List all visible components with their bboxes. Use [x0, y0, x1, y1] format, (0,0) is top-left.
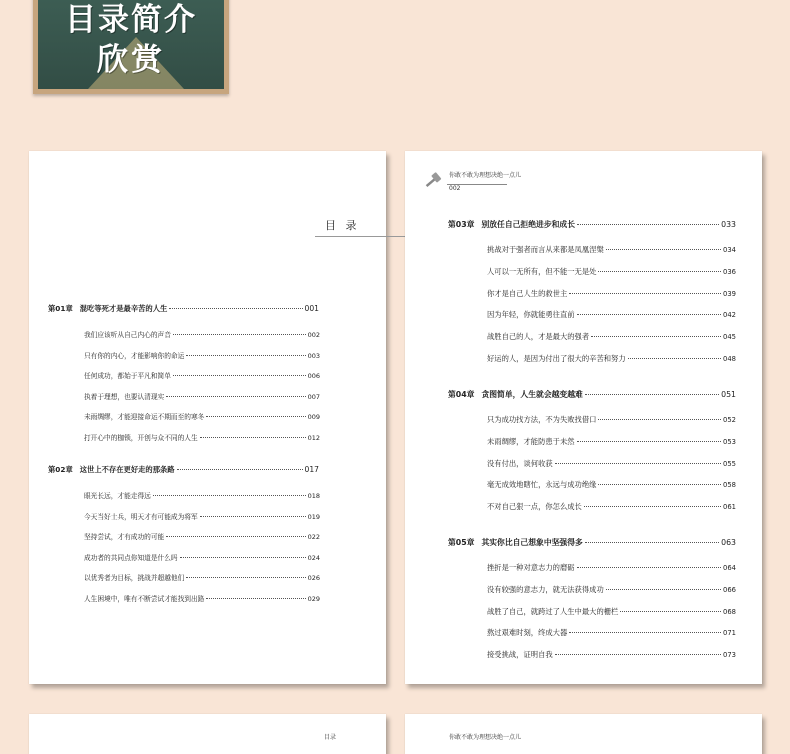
- page-number: 007: [307, 392, 320, 401]
- chapter-title: 这世上不存在更好走的那条路: [79, 465, 175, 474]
- page-number: 017: [304, 465, 319, 474]
- dot-leader: [166, 536, 305, 537]
- dot-leader: [555, 654, 721, 655]
- dot-leader: [173, 375, 306, 376]
- section-title: 毫无成效地瞎忙，永远与成功绝缘: [487, 480, 597, 490]
- page-number: 068: [723, 607, 736, 616]
- chapter-number: 第01章: [48, 304, 73, 313]
- next-left-page: [29, 714, 386, 754]
- section-title: 因为年轻，你就能勇往直前: [487, 310, 575, 320]
- page-number: 045: [723, 333, 736, 342]
- running-header-title: 你敢不敢为理想决绝一点儿: [449, 172, 522, 179]
- section-title: 我们应该听从自己内心的声音: [84, 331, 171, 339]
- dot-leader: [598, 484, 721, 485]
- page-number: 022: [307, 533, 320, 541]
- page-number: 001: [304, 304, 319, 313]
- page-number: 064: [723, 564, 736, 572]
- page-number: 026: [307, 574, 320, 582]
- page-number: 019: [307, 512, 320, 521]
- dot-leader: [577, 224, 719, 225]
- section-title: 挫折是一种对意志力的磨砺: [487, 563, 575, 572]
- page-number: 048: [723, 355, 736, 363]
- chapter-title: 其实你比自己想象中坚强得多: [481, 538, 583, 547]
- toc-left-page: [29, 151, 386, 684]
- dot-leader: [206, 416, 305, 417]
- page-number: 073: [723, 651, 736, 660]
- page-number: 052: [723, 416, 736, 424]
- page-number: 033: [721, 220, 736, 229]
- section-entry: [84, 552, 320, 562]
- dot-leader: [577, 314, 721, 315]
- section-entry: [487, 628, 736, 638]
- dot-leader: [598, 419, 721, 420]
- dot-leader: [166, 396, 305, 397]
- section-title: 没有较强的意志力，就无法获得成功: [487, 584, 604, 594]
- chapter-entry: [48, 465, 319, 475]
- section-entry: [487, 289, 736, 299]
- dot-leader: [206, 598, 305, 599]
- dot-leader: [173, 334, 306, 335]
- chapter-number: 第04章: [448, 390, 475, 399]
- dot-leader: [585, 542, 719, 543]
- section-title: 只有你的内心，才能影响你的命运: [84, 351, 185, 360]
- page-number: 051: [721, 390, 736, 399]
- dot-leader: [569, 293, 721, 294]
- page-number: 029: [307, 594, 320, 603]
- section-title: 执着于理想，也要认清现实: [84, 392, 165, 401]
- dot-leader: [628, 358, 721, 359]
- section-entry: [84, 490, 320, 500]
- banner-board: [33, 0, 229, 94]
- dot-leader: [569, 632, 721, 633]
- section-title: 未雨绸缪，才能防患于未然: [487, 436, 575, 446]
- dot-leader: [606, 249, 721, 250]
- chapter-title: 混吃等死才是最辛苦的人生: [79, 304, 168, 313]
- section-title: 不对自己狠一点，你怎么成长: [487, 502, 582, 512]
- section-title: 没有付出，谈何收获: [487, 458, 553, 468]
- page-number: 058: [723, 481, 736, 490]
- page-number: 061: [723, 503, 736, 512]
- section-entry: [487, 245, 736, 255]
- dot-leader: [200, 516, 306, 517]
- dot-leader: [186, 577, 305, 578]
- chapter-entry: [448, 537, 736, 548]
- section-title: 成功者的共同点你知道是什么吗: [84, 553, 178, 562]
- section-title: 你才是自己人生的救世主: [487, 288, 568, 298]
- banner-title-line1: 目录简介: [65, 2, 197, 38]
- section-entry: [487, 267, 736, 277]
- section-title: 人可以一无所有，但不能一无是处: [487, 266, 597, 276]
- page-number: 066: [723, 585, 736, 594]
- section-entry: [84, 329, 320, 339]
- section-entry: [84, 531, 320, 541]
- section-entry: [487, 607, 736, 617]
- page-number: 018: [307, 492, 320, 500]
- dot-leader: [180, 557, 306, 558]
- toc-title-rule: [315, 236, 414, 237]
- section-title: 打开心中的枷锁，开创与众不同的人生: [84, 433, 198, 442]
- next-page-header: 你敢不敢为理想决绝一点儿: [449, 734, 522, 741]
- page-number: 042: [723, 311, 736, 320]
- section-title: 坚持尝试，才有成功的可能: [84, 533, 165, 541]
- section-entry: [487, 459, 736, 469]
- dot-leader: [620, 611, 721, 612]
- toc-title: 目 录: [325, 219, 360, 232]
- dot-leader: [153, 495, 306, 496]
- section-entry: [487, 585, 736, 595]
- page-number: 039: [723, 289, 736, 298]
- banner-title-line2: 欣赏: [97, 42, 165, 78]
- section-entry: [487, 502, 736, 512]
- page-number: 003: [307, 351, 320, 360]
- page-number: 034: [723, 246, 736, 254]
- section-entry: [487, 437, 736, 447]
- page-number: 024: [307, 553, 320, 562]
- page-number: 006: [307, 372, 320, 380]
- page-number: 063: [721, 538, 736, 547]
- chapter-title: 别放任自己拒绝进步和成长: [481, 220, 576, 229]
- section-title: 任何成功，都始于平凡和简单: [84, 372, 171, 380]
- dot-leader: [186, 355, 305, 356]
- section-title: 好运的人，是因为付出了很大的辛苦和努力: [487, 354, 626, 363]
- section-entry: [84, 593, 320, 603]
- section-entry: [84, 350, 320, 360]
- page-number: 036: [723, 267, 736, 276]
- page-number: 053: [723, 437, 736, 446]
- chapter-number: 第05章: [448, 538, 475, 547]
- section-entry: [84, 411, 320, 421]
- toc-right-page: [405, 151, 762, 684]
- section-entry: [84, 511, 320, 521]
- next-right-page: [405, 714, 762, 754]
- dot-leader: [177, 469, 303, 470]
- section-entry: [84, 432, 320, 442]
- dot-leader: [555, 463, 721, 464]
- page-number: 002: [307, 331, 320, 339]
- page-number: 071: [723, 629, 736, 638]
- dot-leader: [598, 271, 721, 272]
- section-title: 战胜了自己，就跨过了人生中最大的栅栏: [487, 606, 619, 616]
- next-page-header: 目录: [324, 734, 337, 741]
- dot-leader: [169, 308, 302, 309]
- chapter-number: 第02章: [48, 465, 73, 474]
- dot-leader: [577, 441, 721, 442]
- section-title: 以优秀者为目标，挑战并超越他们: [84, 574, 185, 582]
- section-entry: [84, 370, 320, 380]
- chapter-entry: [448, 219, 736, 230]
- section-entry: [487, 650, 736, 660]
- dot-leader: [577, 567, 721, 568]
- section-title: 只为成功找方法，不为失败找借口: [487, 415, 597, 424]
- section-title: 熬过艰难时刻，终成大器: [487, 628, 568, 638]
- section-title: 今天当好士兵，明天才有可能成为将军: [84, 512, 198, 521]
- section-title: 战胜自己的人，才是最大的强者: [487, 332, 590, 342]
- section-entry: [487, 480, 736, 490]
- section-entry: [487, 563, 736, 573]
- section-title: 人生困境中，唯有不断尝试才能找到出路: [84, 594, 205, 603]
- section-entry: [487, 332, 736, 342]
- dot-leader: [584, 506, 721, 507]
- page-number: 009: [307, 413, 320, 421]
- chapter-entry: [48, 304, 319, 314]
- chapter-title: 贪图简单，人生就会越变越难: [481, 390, 583, 399]
- section-entry: [84, 391, 320, 401]
- section-title: 未雨绸缪，才能迎接命运不期而至的寒冬: [84, 413, 205, 421]
- chapter-entry: [448, 389, 736, 400]
- dot-leader: [200, 437, 306, 438]
- section-title: 挑战对于强者而言从来都是凤凰涅槃: [487, 245, 604, 254]
- hammer-icon: [421, 170, 443, 192]
- section-title: 眼光长远，才能走得远: [84, 492, 151, 500]
- section-entry: [84, 572, 320, 582]
- section-title: 接受挑战，证明自我: [487, 650, 553, 660]
- section-entry: [487, 415, 736, 425]
- dot-leader: [591, 336, 721, 337]
- section-entry: [487, 354, 736, 364]
- section-entry: [487, 310, 736, 320]
- page-number: 055: [723, 459, 736, 468]
- page-number: 012: [307, 433, 320, 442]
- dot-leader: [585, 394, 719, 395]
- chapter-number: 第03章: [448, 220, 475, 229]
- dot-leader: [606, 589, 721, 590]
- running-header-page-number: 002: [449, 185, 461, 192]
